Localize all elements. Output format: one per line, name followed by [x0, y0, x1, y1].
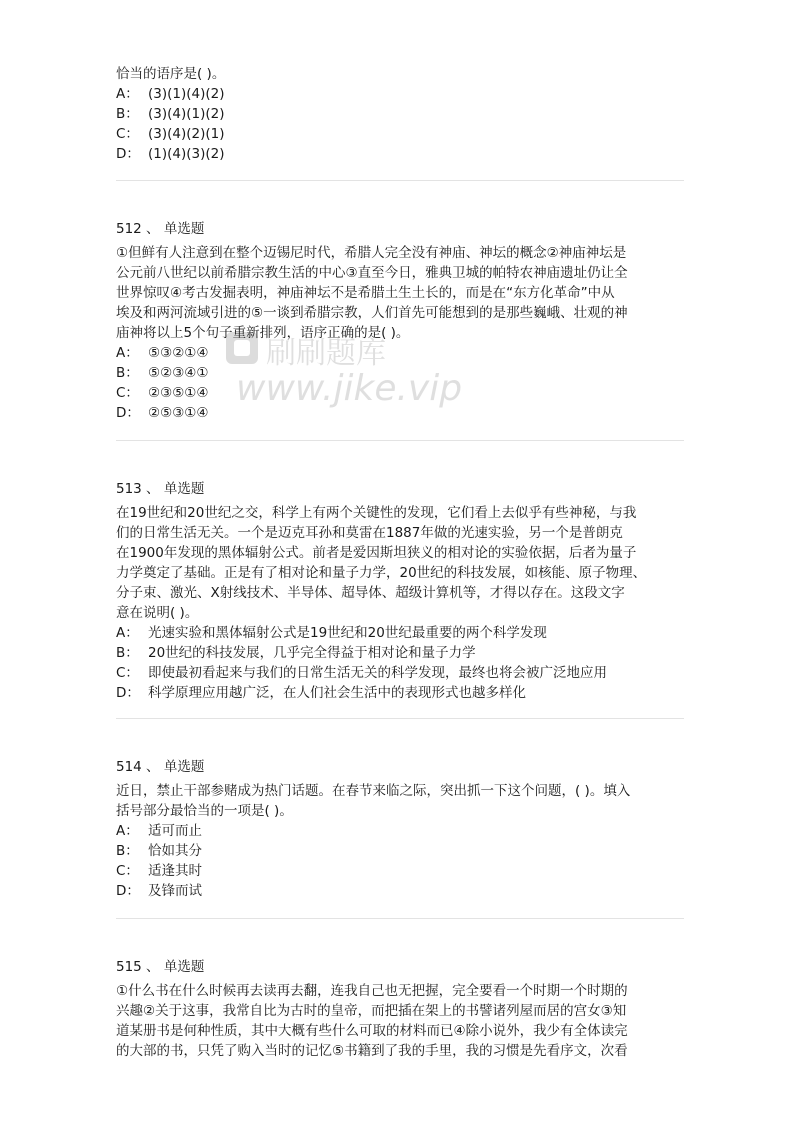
- question-stem-line: ①但鲜有人注意到在整个迈锡尼时代，希腊人完全没有神庙、神坛的概念②神庙神坛是: [116, 245, 627, 261]
- question-stem-line: 埃及和两河流域引进的⑤一谈到希腊宗教，人们首先可能想到的是那些巍峨、壮观的神: [116, 305, 628, 321]
- option-c: C： ②③⑤①④: [116, 385, 209, 401]
- divider: [116, 718, 684, 719]
- option-c: C： 即使最初看起来与我们的日常生活无关的科学发现，最终也将会被广泛地应用: [116, 665, 607, 681]
- watermark-url: www.jike.vip: [236, 368, 463, 409]
- question-stem-line: 们的日常生活无关。一个是迈克耳孙和莫雷在1887年做的光速实验，另一个是普朗克: [116, 525, 623, 541]
- question-stem-line: 在1900年发现的黑体辐射公式。前者是爱因斯坦狭义的相对论的实验依据，后者为量子: [116, 545, 637, 561]
- question-stem-line: 在19世纪和20世纪之交，科学上有两个关键性的发现，它们看上去似乎有些神秘，与我: [116, 505, 637, 521]
- option-a: A： (3)(1)(4)(2): [116, 86, 225, 102]
- question-stem-line: 意在说明( )。: [116, 605, 199, 621]
- option-a: A： 光速实验和黑体辐射公式是19世纪和20世纪最重要的两个科学发现: [116, 625, 547, 641]
- option-a: A： 适可而止: [116, 823, 202, 839]
- question-511-tail: [116, 64, 686, 164]
- option-d: D： ②⑤③①④: [116, 405, 209, 421]
- option-c: C： 适逢其时: [116, 863, 202, 879]
- question-stem-line: 道某册书是何种性质，其中大概有些什么可取的材料而已④除小说外，我少有全体读完: [116, 1023, 628, 1039]
- option-b: B： (3)(4)(1)(2): [116, 106, 225, 122]
- question-stem-line: 括号部分最恰当的一项是( )。: [116, 803, 293, 819]
- question-header: 512 、 单选题: [116, 221, 205, 237]
- option-a: A： ⑤③②①④: [116, 345, 209, 361]
- option-d: D： (1)(4)(3)(2): [116, 146, 225, 162]
- option-b: B： 恰如其分: [116, 843, 202, 859]
- question-stem-line: 庙神将以上5个句子重新排列，语序正确的是( )。: [116, 325, 410, 341]
- question-header: 514 、 单选题: [116, 759, 205, 775]
- divider: [116, 918, 684, 919]
- question-stem-line: ①什么书在什么时候再去读再去翻，连我自己也无把握，完全要看一个时期一个时期的: [116, 983, 628, 999]
- question-header: 515 、 单选题: [116, 959, 205, 975]
- question-514: [116, 757, 686, 901]
- option-d: D： 及锋而试: [116, 883, 202, 899]
- question-stem-line: 力学奠定了基础。正是有了相对论和量子力学，20世纪的科技发展，如核能、原子物理、: [116, 565, 647, 581]
- divider: [116, 440, 684, 441]
- question-515: [116, 957, 686, 1061]
- option-c: C： (3)(4)(2)(1): [116, 126, 225, 142]
- question-stem-line: 分子束、激光、X射线技术、半导体、超导体、超级计算机等，才得以存在。这段文字: [116, 585, 625, 601]
- watermark-brand: 刷刷题库: [266, 336, 386, 371]
- question-stem-line: 世界惊叹④考古发掘表明，神庙神坛不是希腊土生土长的，而是在“东方化革命”中从: [116, 285, 615, 301]
- question-512: [116, 219, 686, 423]
- question-stem-line: 兴趣②关于这事，我常自比为古时的皇帝，而把插在架上的书譬诸列屋而居的宫女③知: [116, 1003, 627, 1019]
- option-b: B： 20世纪的科技发展，几乎完全得益于相对论和量子力学: [116, 645, 476, 661]
- question-header: 513 、 单选题: [116, 481, 205, 497]
- question-stem-line: 恰当的语序是( )。: [116, 66, 226, 82]
- question-stem-line: 的大部的书，只凭了购入当时的记忆⑤书籍到了我的手里，我的习惯是先看序文，次看: [116, 1043, 628, 1059]
- option-d: D： 科学原理应用越广泛，在人们社会生活中的表现形式也越多样化: [116, 685, 526, 701]
- divider: [116, 180, 684, 181]
- question-stem-line: 近日，禁止干部参赌成为热门话题。在春节来临之际，突出抓一下这个问题，( )。填入: [116, 783, 631, 799]
- option-b: B： ⑤②③④①: [116, 365, 209, 381]
- question-stem-line: 公元前八世纪以前希腊宗教生活的中心③直至今日，雅典卫城的帕特农神庙遗址仍让全: [116, 265, 628, 281]
- question-513: [116, 479, 686, 703]
